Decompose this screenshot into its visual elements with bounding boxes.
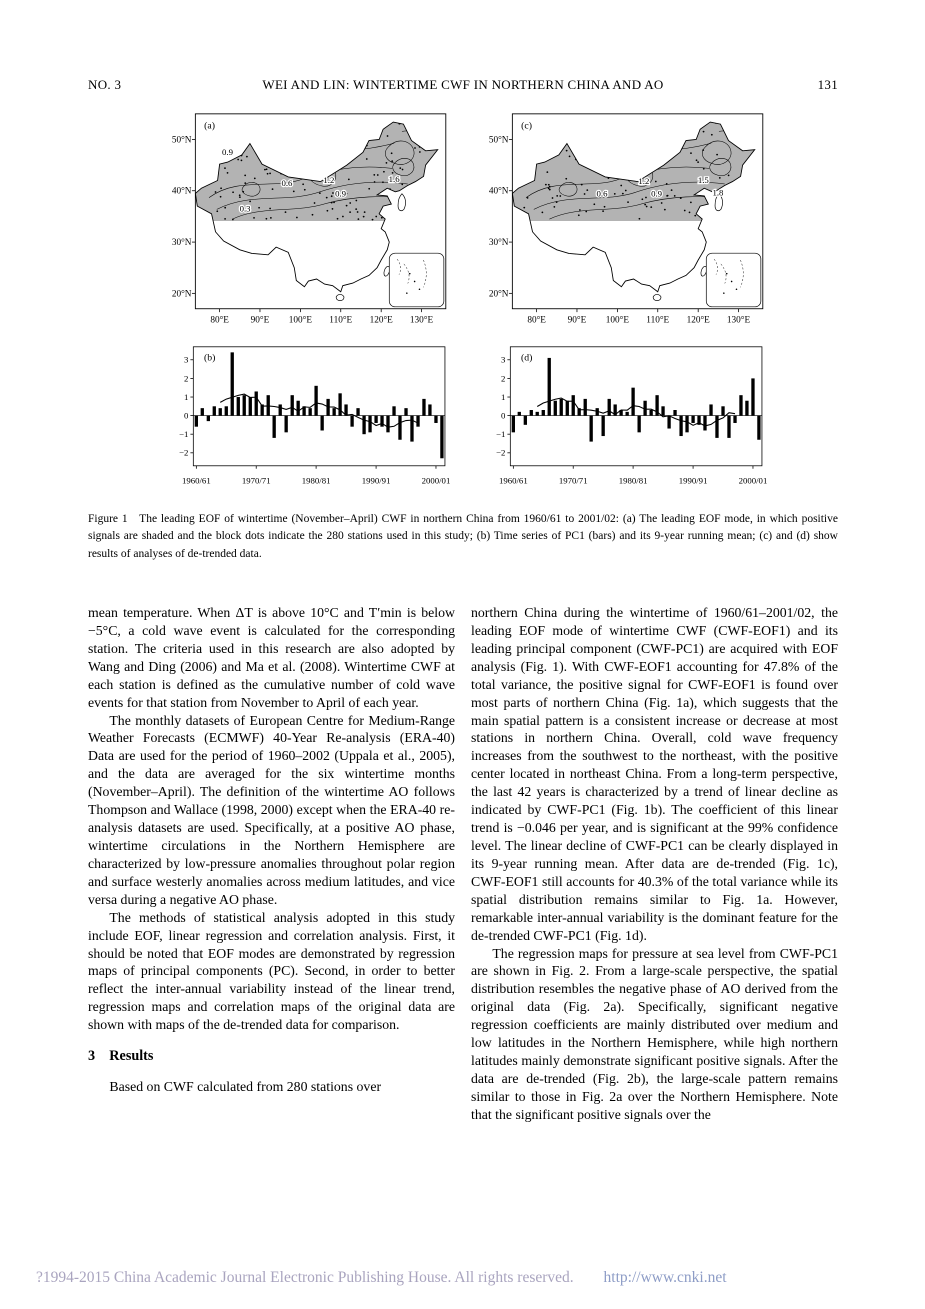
lon-label: 130°E — [409, 315, 434, 326]
panel-label: (d) — [521, 352, 533, 364]
svg-text:3: 3 — [184, 354, 189, 365]
lon-label: 130°E — [726, 315, 751, 326]
panel-label: (c) — [521, 120, 532, 132]
svg-text:1990/91: 1990/91 — [361, 475, 391, 486]
panel-label: (b) — [204, 352, 216, 364]
body-columns — [88, 604, 838, 1124]
paragraph: The monthly datasets of European Centre for Medium-Range Weather Forecasts (ECMWF) 40-Year Re-analysis (ERA-40) Data are used for the period of 1960–2002 (Uppala et al., 2005), and the data are averaged for the six wintertime months (November–April). The definition of the wintertime AO follows Thompson and Wallace (1998, 2000) except when the ERA-40 re-analysis datasets are used. Specifically, at a positive AO phase, wintertime circulations in the Northern Hemisphere are characterized by low-pressure anomalies throughout polar region and surface westerly anomalies across medium latitudes, and vice versa during a negative AO phase. — [88, 712, 455, 907]
lat-label: 50°N — [171, 135, 192, 146]
page-number: 131 — [817, 77, 838, 92]
page-header — [88, 77, 838, 93]
svg-text:1980/81: 1980/81 — [618, 475, 648, 486]
svg-text:2000/01: 2000/01 — [738, 475, 768, 486]
lat-label: 20°N — [171, 289, 192, 300]
svg-text:2000/01: 2000/01 — [421, 475, 451, 486]
paragraph: The regression maps for pressure at sea level from CWF-PC1 are shown in Fig. 2. From a large-scale perspective, the spatial distribution resembles the negative phase of AO derived from the original data (Fig. 2a). Specifically, significant negative regression coefficients are mainly distributed over medium and low latitudes in the Northern Hemisphere, while high northern latitudes mainly demonstrate significant positive signals. After the data are de-trended (Fig. 2b), the large-scale pattern remains similar to those in Fig. 2a over the Northern Hemisphere. Note that the significant positive signals over the — [471, 945, 838, 1122]
paragraph: northern China during the wintertime of 1960/61–2001/02, the leading EOF mode of wintertime CWF (CWF-EOF1) and its leading principal component (CWF-PC1) are acquired with EOF analysis (Fig. 1). With CWF-EOF1 accounting for 47.8% of the total variance, the positive signal for CWF-EOF1 is found over most parts of northern China (Fig. 1a), which suggests that the main spatial pattern is a consistent increase or decrease at most stations in northern China. Overall, cold wave frequency increases from the southwest to the northeast, with the positive center located in northeast China. From a long-term perspective, the last 42 years is characterized by a trend of linear decline as indicated by CWF-PC1 (Fig. 1b). The coefficient of this linear trend is −0.046 per year, and is significant at the 99% confidence level. The linear decline of CWF-PC1 can be clearly displayed in its 9-year running mean. After data are de-trended (Fig. 1c), CWF-EOF1 still accounts for 40.3% of the total variance while its spatial distribution remains similar to Fig. 1a. However, remarkable inter-annual variability is the dominant feature for the de-trended CWF-PC1 (Fig. 1d). — [471, 605, 838, 943]
south-china-sea-inset — [389, 253, 444, 307]
svg-text:1960/61: 1960/61 — [181, 475, 211, 486]
contour-label: 0.6 — [281, 177, 293, 188]
paragraph: The methods of statistical analysis adopted in this study include EOF, linear regression and correlation analysis. First, it should be noted that EOF modes are demonstrated by regression maps of principal components (PC). Second, in order to better reflect the inter-annual variability instead of the linear trend, regression maps and correlation maps of the original data are shown with maps of the de-trended data for comparison. — [88, 909, 455, 1033]
south-china-sea-inset — [706, 253, 761, 307]
lon-label: 120°E — [686, 315, 710, 326]
svg-text:2: 2 — [501, 373, 506, 384]
lon-label: 110°E — [329, 315, 353, 326]
svg-text:1960/61: 1960/61 — [498, 475, 528, 486]
paragraph: Based on CWF calculated from 280 stations over — [109, 1078, 382, 1094]
contour-label: 1.8 — [712, 187, 724, 198]
lat-label: 40°N — [171, 186, 192, 197]
figure-caption: Figure 1 The leading EOF of wintertime (November–April) CWF in northern China from 1960/61 to 2001/02: (a) The leading EOF mode, in which positive signals are shaded and the block dots indicate the 280 stations used in this study; (b) Time series of PC1 (bars) and its 9-year running mean; (c) and (d) show results of analyses of de-trended data. — [88, 513, 838, 560]
lon-label: 80°E — [527, 315, 546, 326]
svg-text:1990/91: 1990/91 — [678, 475, 708, 486]
left-column — [88, 604, 455, 1124]
paragraph: mean temperature. When ΔT is above 10°C and T′min is below −5°C, a cold wave event is calculated for the corresponding station. The criteria used in this research are also adopted by Wang and Ding (2006) and Ma et al. (2008). Wintertime CWF at each station is defined as the cumulative number of cold wave events for that station from November to April of each year. — [88, 605, 455, 710]
bar-chart-b — [158, 339, 451, 497]
svg-text:−2: −2 — [496, 447, 506, 458]
map-panel-c — [475, 108, 768, 337]
footer-url[interactable]: http://www.cnki.net — [603, 1269, 727, 1286]
svg-text:1970/71: 1970/71 — [241, 475, 271, 486]
contour-label: 0.9 — [222, 146, 234, 157]
lat-label: 40°N — [488, 186, 509, 197]
figure-1 — [88, 108, 838, 563]
lon-label: 110°E — [646, 315, 670, 326]
copyright-text: ?1994-2015 China Academic Journal Electronic Publishing House. All rights reserved. — [36, 1269, 574, 1286]
contour-label: 0.3 — [239, 203, 251, 214]
figure-bars-row — [88, 339, 838, 497]
svg-text:2: 2 — [184, 373, 189, 384]
lat-label: 30°N — [488, 238, 509, 249]
svg-text:1980/81: 1980/81 — [301, 475, 331, 486]
lon-label: 120°E — [369, 315, 393, 326]
svg-text:−1: −1 — [179, 429, 189, 440]
section-heading-results: 3 Results — [88, 1048, 154, 1065]
svg-text:1970/71: 1970/71 — [558, 475, 588, 486]
svg-text:−1: −1 — [496, 429, 506, 440]
svg-text:0: 0 — [501, 410, 506, 421]
page-footer — [36, 1269, 727, 1287]
svg-text:3: 3 — [501, 354, 506, 365]
svg-text:0: 0 — [184, 410, 189, 421]
bar-chart-d — [475, 339, 768, 497]
contour-label: 0.9 — [651, 188, 663, 199]
svg-text:1: 1 — [501, 391, 506, 402]
lon-label: 100°E — [605, 315, 630, 326]
svg-text:1: 1 — [184, 391, 189, 402]
right-column — [471, 604, 838, 1124]
lon-label: 100°E — [288, 315, 313, 326]
panel-label: (a) — [204, 120, 215, 132]
lon-label: 90°E — [567, 315, 587, 326]
lat-label: 20°N — [488, 289, 509, 300]
contour-label: 1.6 — [388, 174, 400, 185]
svg-text:−2: −2 — [179, 447, 189, 458]
contour-label: 0.9 — [335, 188, 347, 199]
contour-label: 0.6 — [596, 188, 608, 199]
running-title: WEI AND LIN: WINTERTIME CWF IN NORTHERN CHINA AND AO — [262, 77, 664, 92]
contour-label: 1.2 — [323, 175, 335, 186]
lat-label: 50°N — [488, 135, 509, 146]
lat-label: 30°N — [171, 238, 192, 249]
contour-label: 1.2 — [638, 176, 650, 187]
figure-maps-row — [88, 108, 838, 337]
lon-label: 80°E — [210, 315, 229, 326]
contour-label: 1.5 — [697, 175, 709, 186]
issue-number: NO. 3 — [88, 77, 122, 92]
lon-label: 90°E — [250, 315, 270, 326]
map-panel-a — [158, 108, 451, 337]
